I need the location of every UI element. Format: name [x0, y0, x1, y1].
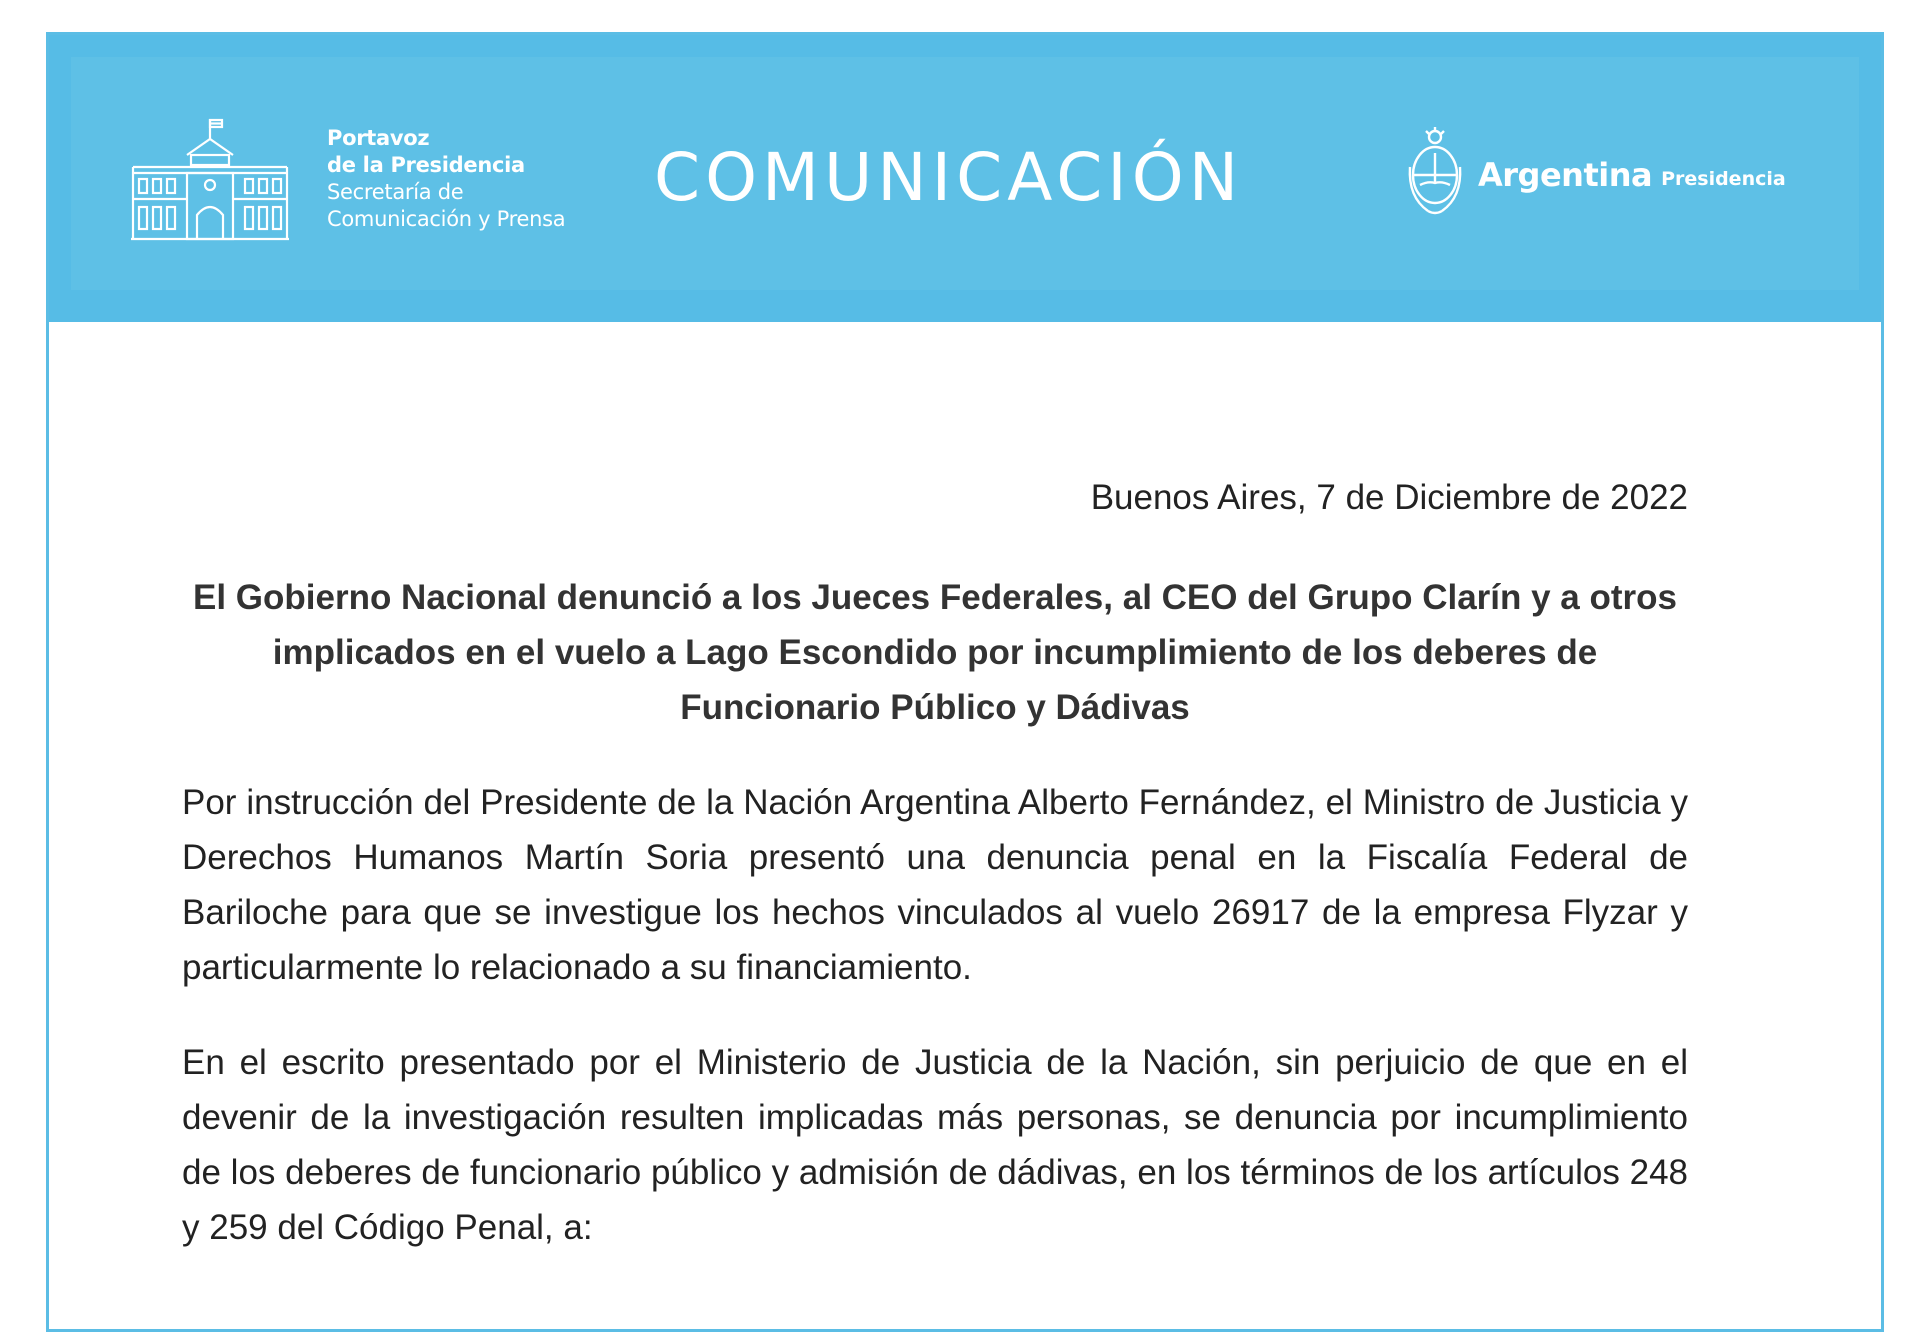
header-banner — [49, 35, 1881, 322]
org-line-3: Secretaría de — [327, 180, 464, 204]
org-line-4: Comunicación y Prensa — [327, 207, 566, 231]
document-headline: El Gobierno Nacional denunció a los Jueces Federales, al CEO del Grupo Clarín y a otros implicados en el vuelo a Lago Escondido por incumplimiento de los deberes de Funcionario Público y Dádivas — [192, 578, 1677, 727]
argentina-presidencia-logo — [1406, 127, 1786, 222]
portavoz-text — [327, 125, 565, 233]
portavoz-logo — [129, 117, 565, 241]
body-paragraph: En el escrito presentado por el Ministerio de Justicia de la Nación, sin perjuicio de que en el devenir de la investigación resulten implicadas más personas, se denuncia por incumplimiento de los deberes de funcionario público y admisión de dádivas, en los términos de los artículos 248 y 259 del Código Penal, a: — [182, 1043, 1688, 1247]
document-date: Buenos Aires, 7 de Diciembre de 2022 — [1090, 478, 1688, 517]
banner-title: COMUNICACIÓN — [654, 139, 1244, 216]
org-line-1: Portavoz — [327, 126, 430, 150]
org-line-2: de la Presidencia — [327, 153, 525, 177]
body-paragraph: Por instrucción del Presidente de la Nación Argentina Alberto Fernández, el Ministro de Justicia y Derechos Humanos Martín Soria presentó una denuncia penal en la Fiscalía Federal de Bariloche para que se investigue los hechos vinculados al vuelo 26917 de la empresa Flyzar y particularmente lo relacionado a su financiamiento. — [182, 783, 1688, 987]
coat-of-arms-icon — [1406, 127, 1464, 222]
presidency-label: Presidencia — [1661, 167, 1786, 190]
country-label: Argentina — [1478, 155, 1653, 194]
casa-rosada-icon — [129, 117, 291, 241]
